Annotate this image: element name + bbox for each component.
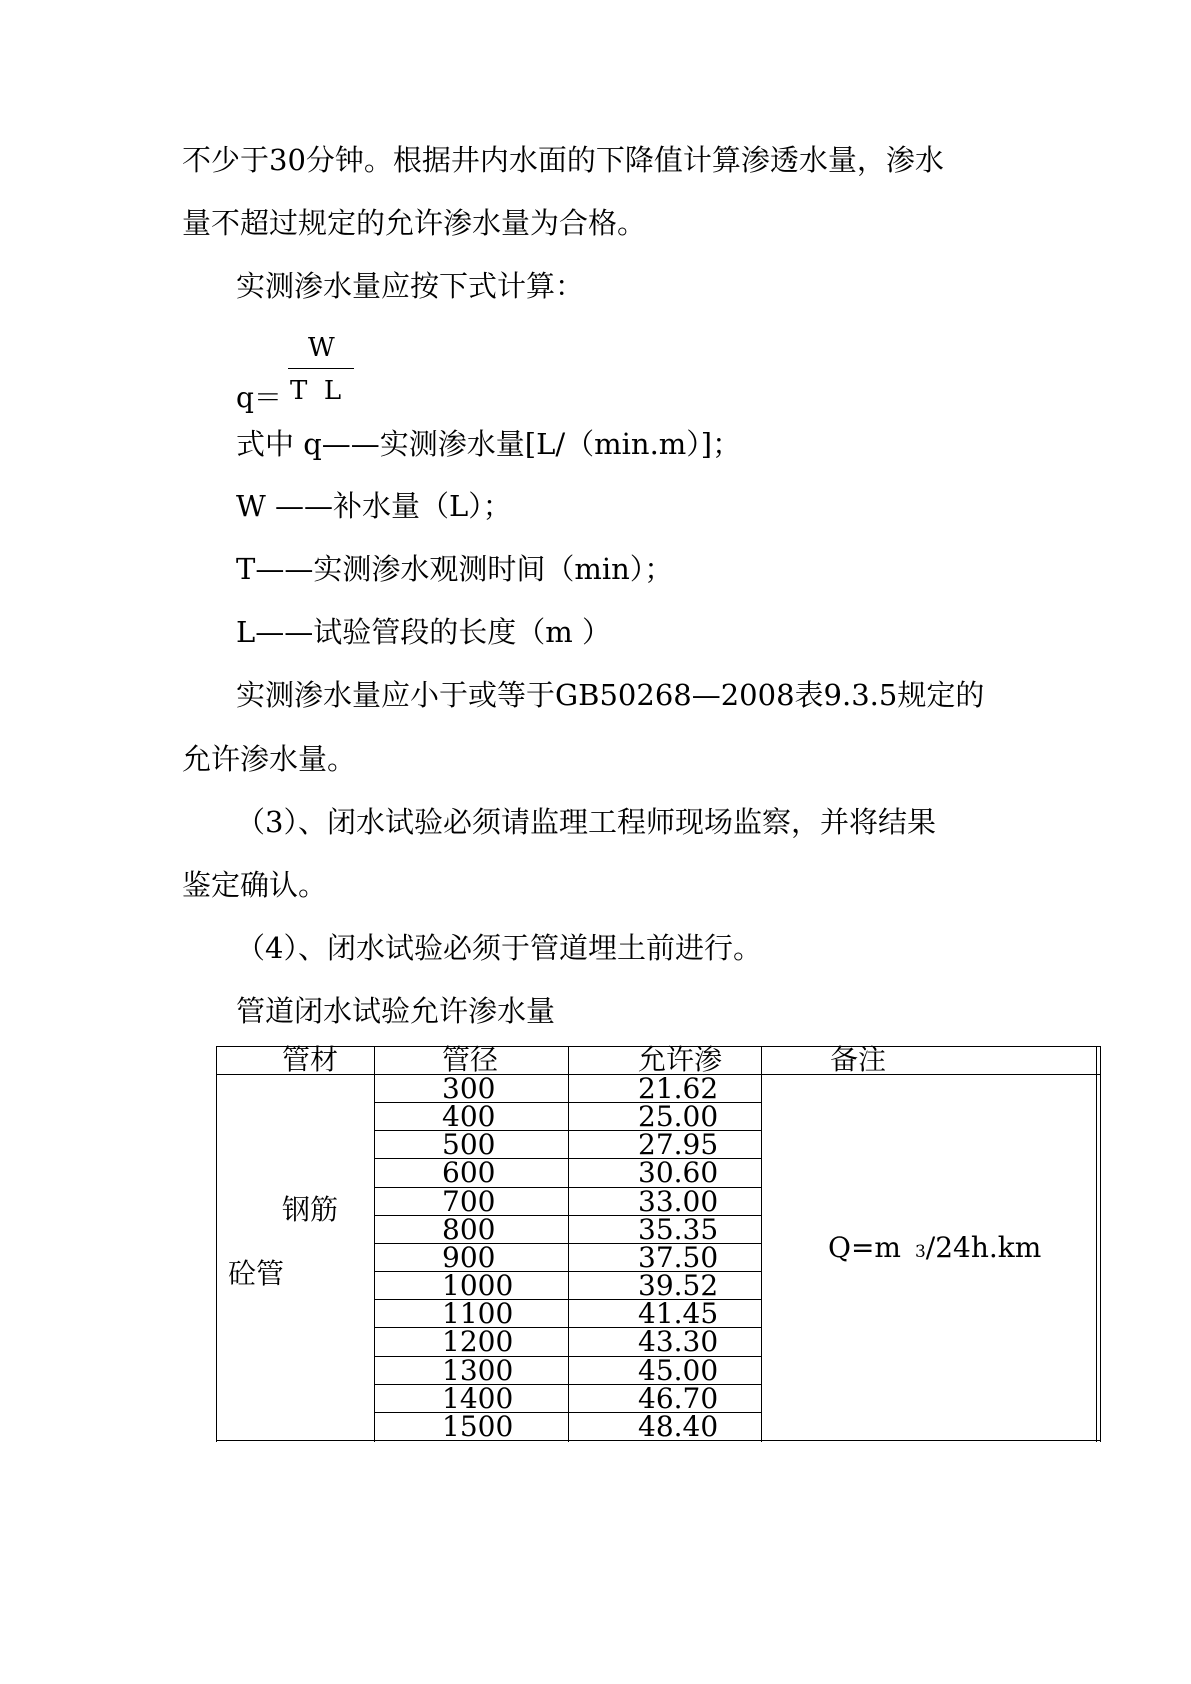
seepage-cell: 39.52 xyxy=(638,1269,719,1303)
diameter-cell: 800 xyxy=(442,1212,496,1246)
seepage-cell: 41.45 xyxy=(638,1297,719,1331)
seepage-cell: 45.00 xyxy=(638,1353,719,1387)
header-material: 管材 xyxy=(282,1043,339,1076)
seepage-table xyxy=(216,1043,1100,1443)
seepage-cell: 25.00 xyxy=(638,1100,719,1134)
formula-intro: 实测渗水量应按下式计算： xyxy=(236,269,585,303)
diameter-cell: 600 xyxy=(442,1156,496,1190)
paragraph-item-3: （3）、闭水试验必须请监理工程师现场监察，并将结果 xyxy=(236,805,936,839)
seepage-cell: 35.35 xyxy=(638,1212,719,1246)
formula-lhs: q＝ xyxy=(236,381,282,414)
paragraph-line-1: 不少于30分钟。根据井内水面的下降值计算渗透水量，渗水 xyxy=(182,143,944,177)
diameter-cell: 1400 xyxy=(442,1381,514,1415)
diameter-cell: 500 xyxy=(442,1128,496,1162)
material-line-1: 钢筋 xyxy=(282,1193,339,1226)
diameter-cell: 900 xyxy=(442,1240,496,1274)
table-caption: 管道闭水试验允许渗水量 xyxy=(236,994,556,1028)
definition-t: T——实测渗水观测时间（min）； xyxy=(236,552,674,586)
seepage-cell: 33.00 xyxy=(638,1184,719,1218)
table-border-right-inner xyxy=(1096,1046,1097,1442)
table-col-divider-3 xyxy=(761,1046,762,1442)
diameter-cell: 1500 xyxy=(442,1409,514,1443)
table-col-divider-1 xyxy=(374,1046,375,1442)
paragraph-item-3-cont: 鉴定确认。 xyxy=(182,868,328,902)
seepage-cell: 37.50 xyxy=(638,1240,719,1274)
header-remark: 备注 xyxy=(830,1043,887,1076)
paragraph-standard-cont: 允许渗水量。 xyxy=(182,742,357,776)
table-border-right-outer xyxy=(1100,1046,1101,1442)
remark-formula: Q=m 3/24h.km xyxy=(828,1231,1042,1264)
paragraph-standard: 实测渗水量应小于或等于GB50268—2008表9.3.5规定的 xyxy=(236,678,985,712)
table-col-divider-2 xyxy=(568,1046,569,1442)
seepage-cell: 21.62 xyxy=(638,1072,719,1105)
formula-numerator: W xyxy=(308,333,335,363)
seepage-cell: 30.60 xyxy=(638,1156,719,1190)
diameter-cell: 700 xyxy=(442,1184,496,1218)
paragraph-line-2: 量不超过规定的允许渗水量为合格。 xyxy=(182,206,647,240)
table-border-left xyxy=(216,1046,217,1442)
material-line-2: 砼管 xyxy=(228,1257,285,1290)
seepage-cell: 43.30 xyxy=(638,1325,719,1359)
diameter-cell: 400 xyxy=(442,1100,496,1134)
diameter-cell: 1000 xyxy=(442,1269,514,1303)
seepage-cell: 48.40 xyxy=(638,1409,719,1443)
diameter-cell: 1200 xyxy=(442,1325,514,1359)
paragraph-item-4: （4）、闭水试验必须于管道埋土前进行。 xyxy=(236,931,762,965)
formula-fraction-bar xyxy=(288,368,354,369)
header-diameter: 管径 xyxy=(442,1043,499,1076)
diameter-cell: 300 xyxy=(442,1072,496,1105)
formula-denominator: T L xyxy=(290,376,342,406)
diameter-cell: 1100 xyxy=(442,1297,514,1331)
seepage-cell: 27.95 xyxy=(638,1128,719,1162)
definition-l: L——试验管段的长度（m ） xyxy=(236,615,611,649)
definition-w: W ——补水量（L）； xyxy=(236,489,512,523)
seepage-cell: 46.70 xyxy=(638,1381,719,1415)
header-seepage: 允许渗 xyxy=(638,1043,723,1076)
definition-q: 式中 q——实测渗水量[L/（min.m）]； xyxy=(236,427,742,461)
diameter-cell: 1300 xyxy=(442,1353,514,1387)
